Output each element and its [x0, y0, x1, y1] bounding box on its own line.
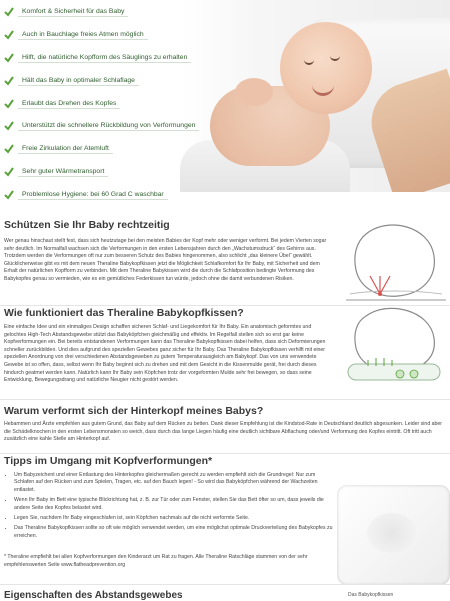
pillow-hollow-shape — [367, 513, 417, 553]
tip-item: • Legen Sie, nachdem Ihr Baby eingeschlafen ist, sein Köpfchen nachmals auf die nicht verformte Seite. — [14, 515, 334, 522]
hero-banner — [0, 0, 450, 198]
checkmark-icon — [4, 190, 14, 200]
benefit-item — [4, 1, 214, 24]
benefit-text: Freie Zirkulation der Atemluft — [18, 144, 113, 154]
tip-item: • Wenn Ihr Baby im Bett eine typische Blickrichtung hat, z. B. zur Tür oder zum Fenster, stellen Sie das Bett öfter so um, dass jeweils die andere Seite des Kopfes belastet wird. — [14, 497, 334, 512]
section-title-tips: Tipps im Umgang mit Kopfverformungen* — [4, 455, 213, 467]
checkmark-icon — [4, 167, 14, 177]
benefit-text: Unterstützt die schnellere Rückbildung von Verformungen — [18, 121, 199, 131]
checkmark-icon — [4, 144, 14, 154]
pillow-product-photo — [337, 485, 450, 585]
benefit-text: Auch in Bauchlage freies Atmen möglich — [18, 30, 148, 40]
section-divider — [0, 453, 450, 454]
benefit-text: Sehr guter Wärmetransport — [18, 167, 108, 177]
benefit-item — [4, 24, 214, 47]
benefit-text: Hilft, die natürliche Kopfform des Säuglings zu erhalten — [18, 53, 191, 63]
benefit-item — [4, 47, 214, 70]
section-title-why: Warum verformt sich der Hinterkopf meines Babys? — [4, 405, 264, 417]
benefit-item — [4, 183, 214, 206]
section-text-how: Eine einfache Idee und ein einmaliges Design schaffen sicheren Schlaf- und Liegekomfort für Ihr Baby. Ein anatomisch geformtes und gelochtes High-Tech Abstandsgewebe stützt das Babyköpfchen gleichmäßig und effektiv. Im Regelfall stellen sich so erst gar keine Kopfverformungen ein. Bei bereits entstandenen Verformungen kann das Theraline Babykopfkissen dabei helfen, dass sich Deformierungen schneller zurückbilden. Und dies aufgrund des speziellen Gewebes ganz sicher für Ihr Baby. Das Theraline Babykopfkissen verhilft mit einer speziellen Anordnung von drei verschiedenen Abstandsgeweben zu gutem Temperaturausgleich am Babykopf. Das von uns verwendete Gewebe ist so offen, dass, selbst wenn Ihr Baby beginnt sich zu drehen und mit dem Gesicht in die Kissenmulde gerät, frei durch dieses hindurch geatmet werden kann. Natürlich kann Ihr Baby sein Köpfchen trotz der vorgeformten Mulde sehr frei bewegen, so dass seine Entwicklung, Bewegungsdrang und natürliche Neugier nicht gestört werden. — [4, 324, 326, 384]
benefit-text: Problemlose Hygiene: bei 60 Grad C waschbar — [18, 190, 168, 200]
checkmark-icon — [4, 99, 14, 109]
checkmark-icon — [4, 7, 14, 17]
benefit-item — [4, 69, 214, 92]
benefit-item — [4, 161, 214, 184]
tips-list — [4, 472, 334, 543]
section-text-why: Hebammen und Ärzte empfehlen aus gutem Grund, das Baby auf dem Rücken zu betten. Dank dieser Empfehlung ist die Kindstod-Rate in Deutschland deutlich abgesunken. Leider sind aber die Schädelknochen in den ersten Lebensmonaten so weich, dass durch das lange Liegen häufig eine deutlich sichtbare Abflachung oder/und Verformung des Kopfes eintritt. Oft tritt auch zusätzlich eine kahle Stelle am Hinterkopf auf. — [4, 421, 443, 443]
tips-footnote: * Theraline empfiehlt bei allen Kopfverformungen den Kinderarzt um Rat zu fragen. Alle Theraline Ratschläge stammen von der sehr empfehlenswerten Seite www.flatheadprevention.org — [4, 554, 308, 568]
section-title-protect: Schützen Sie Ihr Baby rechtzeitig — [4, 219, 170, 231]
head-deformation-diagram — [338, 216, 448, 306]
tip-item: • Das Theraline Babykopfkissen sollte so oft wie möglich verwendet werden, um eine möglichst optimale Druckverteilung des Babykopfes zu erreichen. — [14, 525, 334, 540]
pillow-caption: Das Babykopfkissen — [348, 592, 394, 598]
section-divider — [0, 399, 450, 400]
checkmark-icon — [4, 53, 14, 63]
benefit-text: Komfort & Sicherheit für das Baby — [18, 7, 128, 17]
benefit-item — [4, 138, 214, 161]
benefit-item — [4, 115, 214, 138]
section-text-protect: Wer genau hinschaut stellt fest, dass sich heutzutage bei den meisten Babies der Kopf mehr oder weniger verformt. Bei jedem Vierten sogar sehr deutlich. Im Normalfall wachsen sich die Verformungen in den ersten Lebensjahren durch den „Wachstumsdruck“ des Gehirns aus. Trotzdem werden die Verformungen oft nur zum besseren Schutz des Babies hingenommen, also schlicht „das kleinere Übel“ gewählt. Glücklicherweise gibt es mit dem neuen Theraline Babykopfkissen jetzt die Möglichkeit Schlafkomfort für Ihr Baby, mit Sicherheit und dem Erhalt der natürlichen Kopfform zu verbinden. Mit dem Theraline Babykissen wird die durch die Schlafposition bedingte Verformung des Babykopfes genau so vermieden, wie es ein gemütliches Federkissen tun würde, jedoch ohne die damit verbundenen Risiken. — [4, 238, 327, 282]
checkmark-icon — [4, 76, 14, 86]
baby-photo — [180, 0, 450, 192]
baby-head-shape — [280, 22, 372, 114]
checkmark-icon — [4, 121, 14, 131]
section-title-how: Wie funktioniert das Theraline Babykopfkissen? — [4, 307, 244, 319]
section-divider — [0, 584, 450, 585]
benefits-list — [4, 1, 214, 206]
checkmark-icon — [4, 30, 14, 40]
tip-item: • Um Babyzeichent und einer Entlastung des Hinterkopfes gleichermaßen gerecht zu werden empfiehlt sich die Grundregel: Nur zum Schlafen auf den Rücken und zum Spielen, Tragen, etc. auf den Bauch legen! - So wird das Babyköpfchen während der Wachzeiten entlastet. — [14, 472, 334, 494]
benefit-item — [4, 92, 214, 115]
benefit-text: Erlaubt das Drehen des Kopfes — [18, 99, 120, 109]
section-title-fabric: Eigenschaften des Abstandsgewebes — [4, 590, 183, 601]
pillow-support-diagram — [338, 300, 448, 388]
baby-hand-shape — [235, 78, 273, 106]
benefit-text: Hält das Baby in optimaler Schlaflage — [18, 76, 139, 86]
